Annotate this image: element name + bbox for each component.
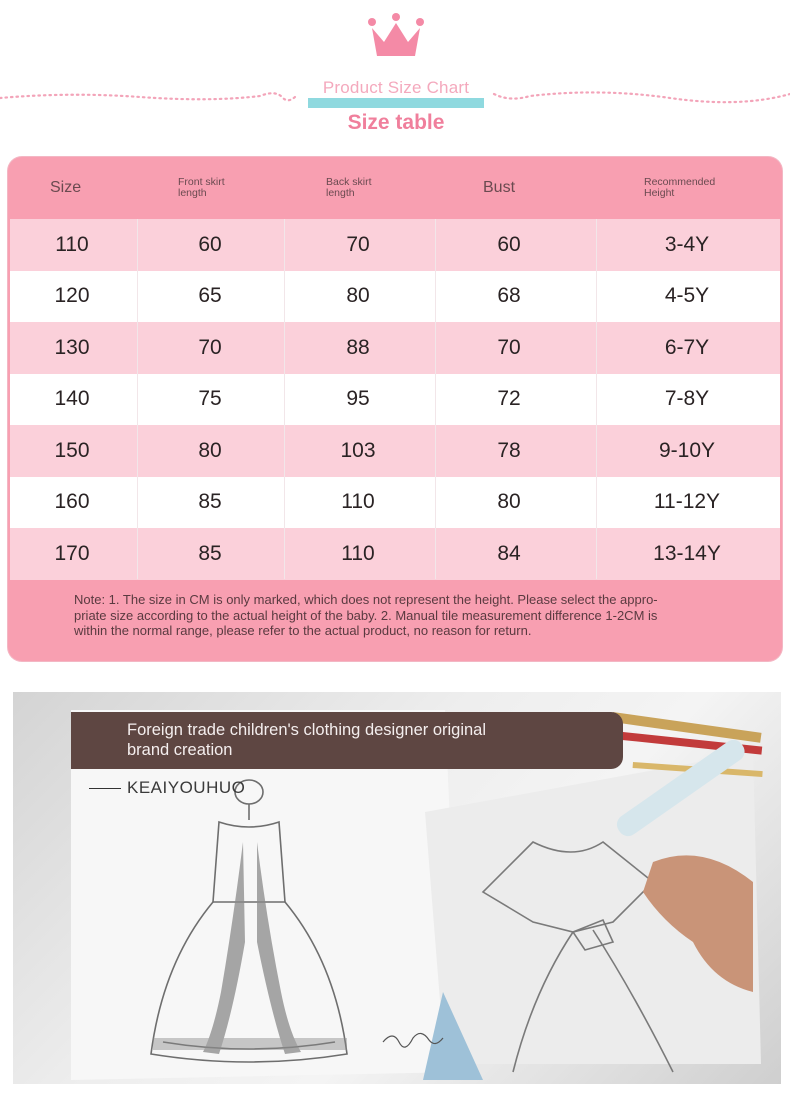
- back-skirt-length-cell: 110: [341, 541, 375, 565]
- front-skirt-length-cell: 70: [198, 335, 222, 359]
- size-cell: 150: [54, 438, 90, 462]
- front-skirt-length-cell: 60: [198, 232, 222, 256]
- size-cell: 170: [54, 541, 90, 565]
- page-subtitle: Size table: [347, 111, 445, 134]
- bust-cell: 80: [497, 490, 521, 514]
- size-cell: 130: [54, 335, 90, 359]
- table-row: [10, 322, 780, 374]
- column-divider: [137, 219, 138, 579]
- table-header: [8, 157, 782, 219]
- front-skirt-length-cell: 85: [198, 490, 222, 514]
- crown-icon: [366, 12, 426, 60]
- recommended-height-cell: 3-4Y: [664, 232, 710, 256]
- column-header-back-skirt-length: Back skirt length: [326, 176, 372, 199]
- back-skirt-length-cell: 88: [346, 335, 370, 359]
- table-row: [10, 425, 780, 477]
- bust-cell: 68: [497, 284, 521, 308]
- bust-cell: 60: [497, 232, 521, 256]
- table-row: [10, 374, 780, 426]
- recommended-height-cell: 9-10Y: [658, 438, 716, 462]
- size-chart-table: [8, 157, 782, 661]
- front-skirt-length-cell: 80: [198, 438, 222, 462]
- promo-banner-text: Foreign trade children's clothing designer original brand creation: [127, 721, 487, 759]
- recommended-height-cell: 7-8Y: [664, 387, 710, 411]
- bust-cell: 84: [497, 541, 521, 565]
- column-header-front-skirt-length: Front skirt length: [178, 176, 225, 199]
- recommended-height-cell: 4-5Y: [664, 284, 710, 308]
- title-highlight-bar: [308, 98, 484, 108]
- back-skirt-length-cell: 110: [341, 490, 375, 514]
- table-row: [10, 219, 780, 271]
- table-row: [10, 271, 780, 323]
- column-header-bust: Bust: [483, 179, 516, 196]
- dotted-divider-left: [0, 84, 300, 108]
- column-divider: [284, 219, 285, 579]
- table-row: [10, 477, 780, 529]
- back-skirt-length-cell: 70: [346, 232, 370, 256]
- size-cell: 120: [54, 284, 90, 308]
- designer-sketch-photo: [13, 692, 781, 1084]
- back-skirt-length-cell: 95: [346, 387, 370, 411]
- dotted-divider-right: [490, 84, 790, 108]
- back-skirt-length-cell: 80: [346, 284, 370, 308]
- column-divider: [596, 219, 597, 579]
- size-cell: 110: [55, 232, 89, 256]
- size-cell: 160: [54, 490, 90, 514]
- column-divider: [435, 219, 436, 579]
- page-title: Product Size Chart: [322, 78, 470, 97]
- brand-divider: [89, 788, 121, 789]
- recommended-height-cell: 11-12Y: [653, 490, 721, 514]
- back-skirt-length-cell: 103: [340, 438, 376, 462]
- brand-name: KEAIYOUHUO: [127, 778, 246, 797]
- table-row: [10, 528, 780, 580]
- bust-cell: 78: [497, 438, 521, 462]
- front-skirt-length-cell: 85: [198, 541, 222, 565]
- column-header-size: Size: [50, 179, 82, 196]
- front-skirt-length-cell: 65: [198, 284, 222, 308]
- column-header-recommended-height: Recommended Height: [644, 176, 716, 199]
- recommended-height-cell: 13-14Y: [653, 541, 721, 565]
- front-skirt-length-cell: 75: [198, 387, 222, 411]
- bust-cell: 70: [497, 335, 521, 359]
- promo-banner: [71, 712, 623, 769]
- size-cell: 140: [54, 387, 90, 411]
- bust-cell: 72: [497, 387, 521, 411]
- recommended-height-cell: 6-7Y: [664, 335, 710, 359]
- size-note: Note: 1. The size in CM is only marked, which does not represent the height. Please select the appro- priate size according to the actual height of the baby. 2. Manual tile measurement difference 1-2CM is within the normal range, please refer to the actual product, no reason for return.: [74, 592, 658, 638]
